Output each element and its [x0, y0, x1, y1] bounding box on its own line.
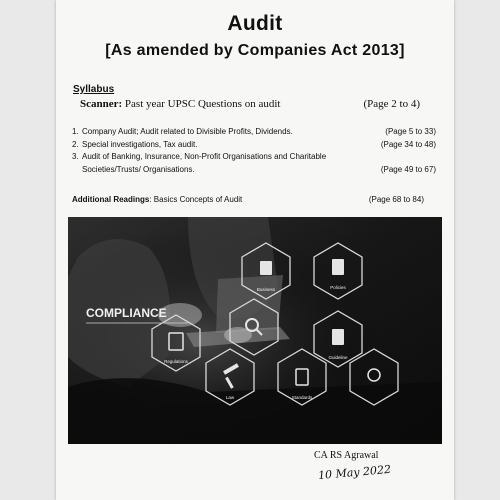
item-pages: (Page 49 to 67)	[380, 164, 436, 174]
additional-pages: (Page 68 to 84)	[368, 195, 424, 204]
document-icon	[332, 259, 344, 275]
standards-label: Standards	[291, 395, 313, 400]
item-number: 1.	[72, 127, 79, 136]
item-number: 2.	[72, 139, 79, 149]
additional-readings	[72, 195, 424, 204]
handshake-icon	[260, 261, 272, 275]
item-text: Special investigations, Tax audit.	[82, 139, 198, 149]
item-text: Societies/Trusts/ Organisations.	[82, 164, 195, 174]
author-name: CA RS Agrawal	[314, 450, 379, 461]
additional-label: Additional Readings	[72, 195, 150, 204]
item-text: Audit of Banking, Insurance, Non-Profit Organisations and Charitable	[82, 152, 327, 161]
laptop-icon	[216, 275, 283, 333]
document-page	[56, 0, 454, 500]
law-label: Law	[225, 395, 235, 400]
syllabus-item-3	[72, 151, 436, 164]
scanner-description: Past year UPSC Questions on audit	[122, 98, 281, 110]
scanner-label: Scanner:	[80, 98, 123, 110]
scanner-pages: (Page 2 to 4)	[363, 98, 420, 110]
syllabus-heading: Syllabus	[73, 84, 115, 95]
business-label: Business	[256, 287, 276, 292]
guideline-doc-icon	[332, 329, 344, 345]
page-subtitle: [As amended by Companies Act 2013]	[105, 42, 405, 59]
additional-description: : Basics Concepts of Audit	[149, 195, 243, 204]
syllabus-list	[72, 126, 436, 176]
compliance-illustration	[68, 217, 442, 444]
regulations-label: Regulations	[164, 359, 188, 364]
item-pages: (Page 34 to 48)	[380, 139, 436, 149]
handwritten-date: 10 May 2022	[317, 462, 392, 483]
item-text: Company Audit; Audit related to Divisible Profits, Dividends.	[82, 127, 293, 136]
compliance-label: COMPLIANCE	[86, 306, 167, 320]
policies-label: Policies	[330, 285, 346, 290]
syllabus-item-3-continuation	[72, 164, 436, 177]
item-pages: (Page 5 to 33)	[385, 127, 436, 136]
syllabus-item-1	[72, 126, 436, 139]
guideline-label: Guideline	[328, 355, 348, 360]
item-number: 3.	[72, 152, 79, 161]
scanner-line	[80, 98, 438, 110]
syllabus-item-2	[72, 139, 436, 152]
scanner-text	[80, 98, 280, 110]
page-title: Audit	[227, 12, 283, 35]
additional-text	[72, 195, 242, 204]
compliance-photo	[68, 217, 442, 444]
